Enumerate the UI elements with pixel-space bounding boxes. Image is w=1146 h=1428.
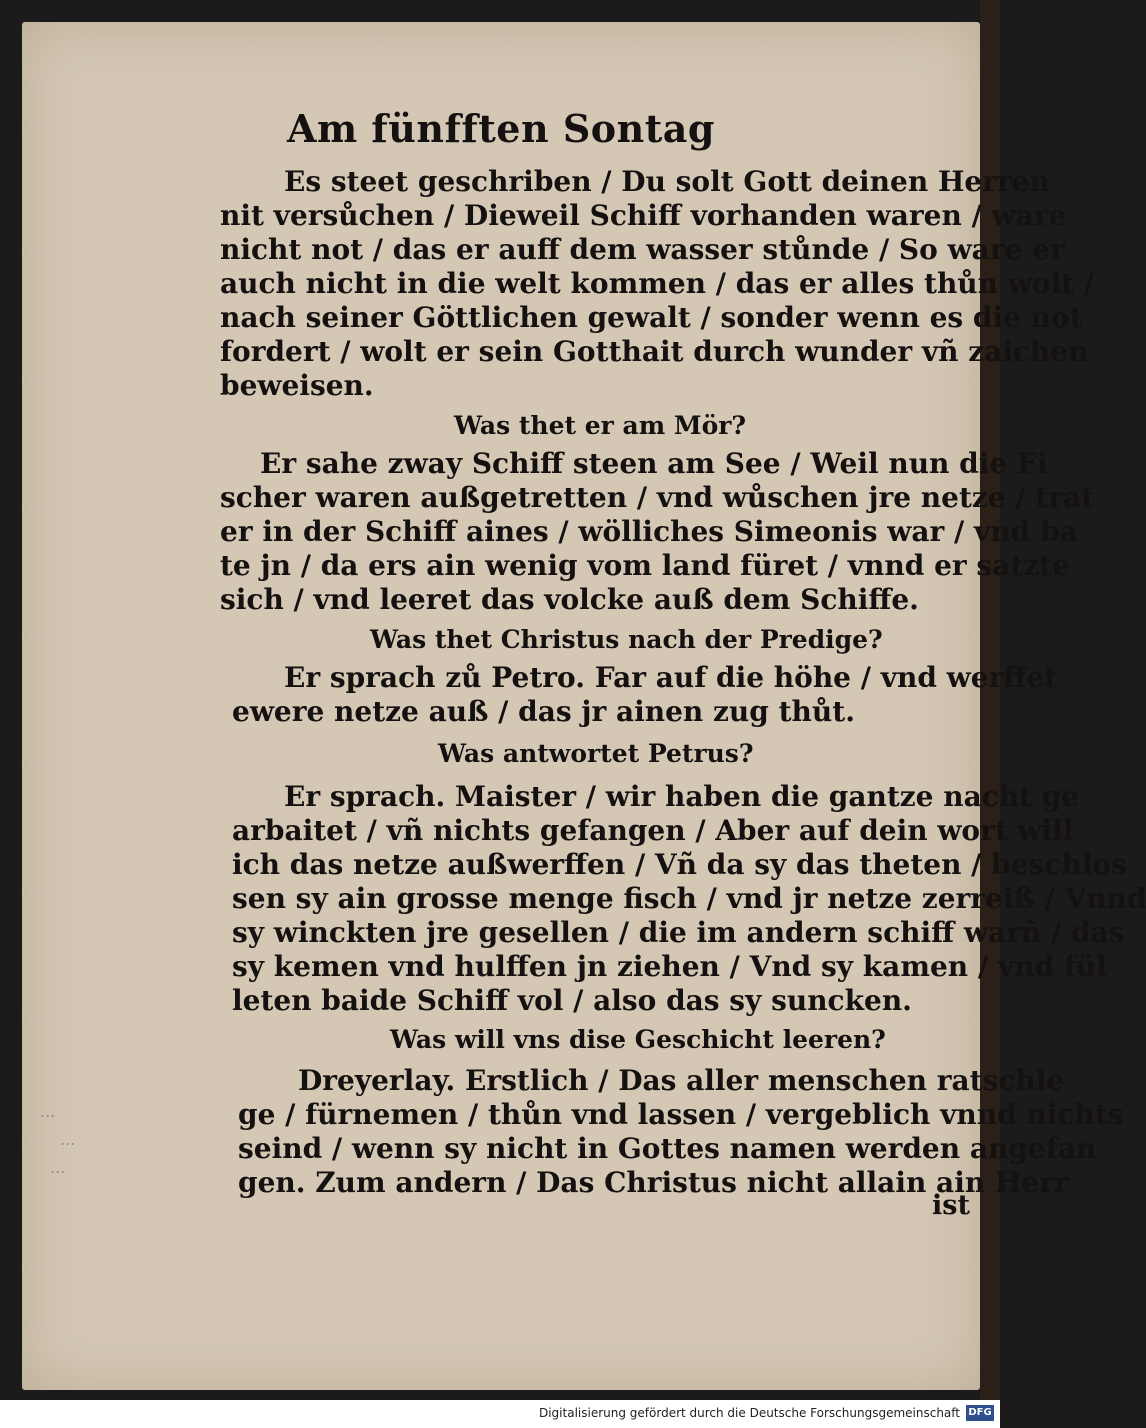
- text-line: ge / fürnemen / thůn vnd lassen / vergeblich vnnd nichts: [238, 1098, 1124, 1131]
- text-line: Es steet geschriben / Du solt Gott deinen Herren: [284, 165, 1050, 198]
- text-line: sy kemen vnd hulffen jn ziehen / Vnd sy kamen / vnd fül: [232, 950, 1107, 983]
- text-line: scher waren außgetretten / vnd wůschen jre netze / trat: [220, 481, 1095, 514]
- text-line: ich das netze außwerffen / Vñ da sy das theten / beschlos: [232, 848, 1127, 881]
- text-line: nicht not / das er auff dem wasser stůnde / So ware er: [220, 233, 1065, 266]
- text-line: sy winckten jre gesellen / die im andern schiff warñ / das: [232, 916, 1125, 949]
- dfg-logo: DFG: [966, 1405, 994, 1421]
- question-heading: Was antwortet Petrus?: [438, 739, 754, 768]
- catchword: ist: [932, 1190, 970, 1221]
- handwritten-margin-note: ...: [60, 1130, 76, 1149]
- question-heading: Was thet Christus nach der Predige?: [370, 625, 883, 654]
- question-heading: Was thet er am Mör?: [454, 411, 747, 440]
- text-line: nach seiner Göttlichen gewalt / sonder wenn es die not: [220, 301, 1083, 334]
- text-line: arbaitet / vñ nichts gefangen / Aber auf dein wort will: [232, 814, 1074, 847]
- question-heading: Was will vns dise Geschicht leeren?: [390, 1025, 886, 1054]
- funding-credit: Digitalisierung gefördert durch die Deutsche Forschungsgemeinschaft: [538, 1406, 960, 1420]
- text-line: sen sy ain grosse menge fisch / vnd jr netze zerreiß / Vnnd: [232, 882, 1146, 915]
- text-line: te jn / da ers ain wenig vom land füret / vnnd er satzte: [220, 549, 1070, 582]
- handwritten-margin-note: ...: [40, 1102, 56, 1121]
- text-line: fordert / wolt er sein Gotthait durch wunder vñ zaichen: [220, 335, 1089, 368]
- text-line: beweisen.: [220, 369, 374, 402]
- page-header: Am fünfften Sontag: [287, 106, 715, 151]
- text-line: er in der Schiff aines / wölliches Simeonis war / vnd ba: [220, 515, 1078, 548]
- text-line: auch nicht in die welt kommen / das er alles thůn wolt /: [220, 267, 1095, 300]
- text-line: Er sprach zů Petro. Far auf die höhe / vnd werffet: [284, 661, 1058, 694]
- text-line: Dreyerlay. Erstlich / Das aller menschen ratschle: [298, 1064, 1065, 1097]
- text-line: nit versůchen / Dieweil Schiff vorhanden waren / ware: [220, 199, 1067, 232]
- text-line: seind / wenn sy nicht in Gottes namen werden angefan: [238, 1132, 1097, 1165]
- text-line: ewere netze auß / das jr ainen zug thůt.: [232, 695, 855, 728]
- text-line: Er sahe zway Schiff steen am See / Weil nun die Fi: [260, 447, 1048, 480]
- text-line: gen. Zum andern / Das Christus nicht allain ain Herr: [238, 1166, 1069, 1199]
- handwritten-margin-note: ...: [50, 1158, 66, 1177]
- book-page: [22, 22, 1146, 1390]
- text-line: Er sprach. Maister / wir haben die gantze nacht ge: [284, 780, 1080, 813]
- text-line: leten baide Schiff vol / also das sy suncken.: [232, 984, 912, 1017]
- text-line: sich / vnd leeret das volcke auß dem Schiffe.: [220, 583, 919, 616]
